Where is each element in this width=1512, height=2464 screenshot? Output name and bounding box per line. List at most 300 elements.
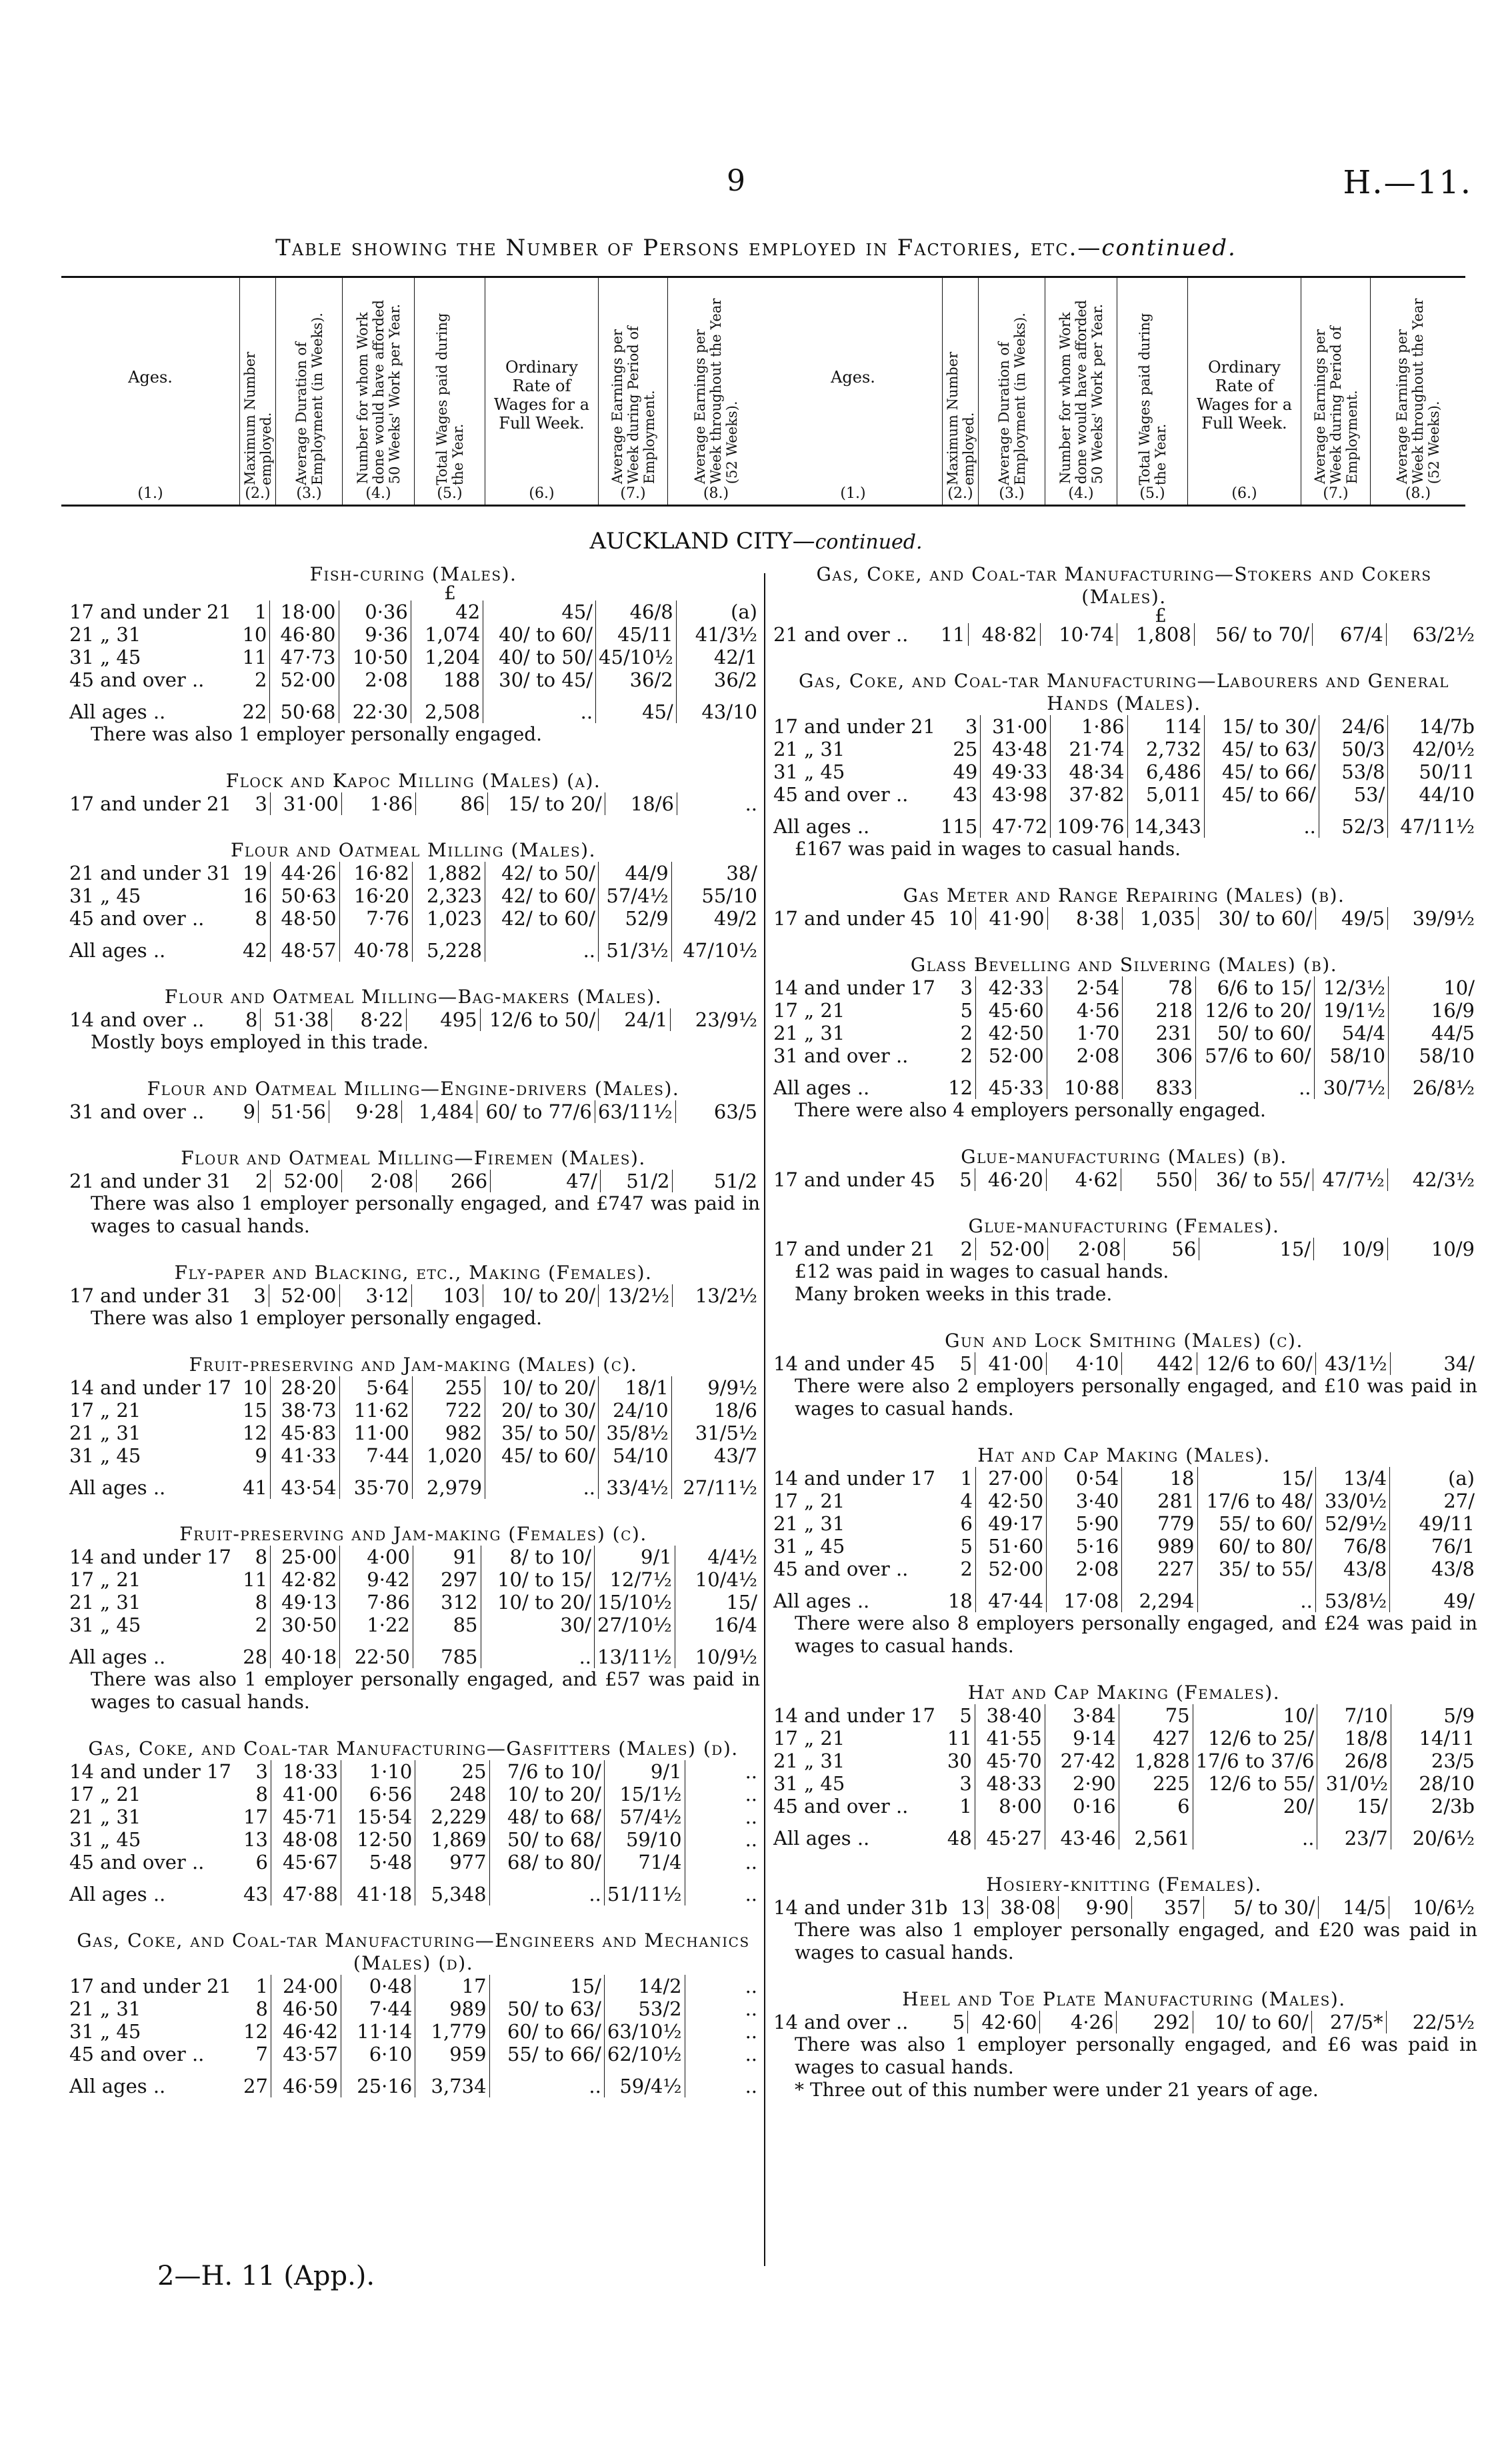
value-cell: 11·62 — [339, 1399, 412, 1422]
age-cell: 31 and over .. — [69, 1100, 205, 1123]
age-cell: 17 and under 31 — [69, 1284, 231, 1307]
value-cell: 50/ to 60/ — [1196, 1022, 1315, 1044]
age-cell: 31 „ 45 — [69, 2020, 141, 2043]
table-row — [67, 1997, 760, 2020]
value-cell: .. — [485, 930, 599, 962]
value-cell: 26/8½ — [1412, 1076, 1475, 1099]
value-cell: 45·83 — [270, 1422, 339, 1444]
age-cell: 31 „ 45 — [69, 884, 141, 907]
section-title: Flour and Oatmeal Milling—Firemen (Males). — [181, 1147, 646, 1169]
value-cell: 43·48 — [981, 738, 1051, 760]
value-cell: 51/2 — [600, 1170, 673, 1192]
table-row — [67, 1568, 760, 1591]
value-cell: 35/ to 55/ — [1197, 1558, 1315, 1580]
section-title: Gun and Lock Smithing (Males) (c). — [945, 1330, 1303, 1352]
value-cell: .. — [745, 1760, 757, 1783]
value-cell: 52·00 — [271, 1170, 342, 1192]
age-cell: 31 „ 45 — [69, 1828, 141, 1851]
value-cell: 42 — [234, 930, 270, 962]
table-row — [67, 601, 760, 623]
age-cell: 14 and over .. — [69, 1008, 205, 1031]
data-table — [771, 715, 1477, 838]
value-cell: 11·00 — [339, 1422, 412, 1444]
value-cell: 14/2 — [604, 1975, 685, 1997]
value-cell: 26/8 — [1317, 1750, 1391, 1772]
value-cell: 0·54 — [1047, 1467, 1122, 1490]
section-note: There was also 1 employer personally engaged, and £747 was paid in wages to casual hands. — [91, 1192, 760, 1237]
value-cell: 1,023 — [412, 907, 485, 930]
value-cell: 47·44 — [975, 1580, 1046, 1612]
table-section — [67, 1262, 760, 1330]
value-cell: 12/6 to 55/ — [1193, 1772, 1317, 1795]
column-header-left: Ages. (1.) Maximum Number employed. (2.) Average Duration of Employment (in Weeks). (3.) Number for whom Work done would have afforded 50 Weeks' Work per Year. (4.) Total Wages paid during the Year. (5.) Ordinary Rate of Wages for a Full Week. (6.) Average Earnings per Week during Period of Employment. (7.) Average Earnings per Week throughout the Year (52 Weeks). (8.) — [61, 276, 764, 507]
table-row — [771, 1352, 1477, 1375]
section-title: Gas, Coke, and Coal-tar Manufacturing—Engineers and Mechanics (Males) (d). — [77, 1929, 750, 1974]
value-cell: 18/6 — [713, 1399, 757, 1422]
value-cell: 6 — [234, 1851, 271, 1873]
value-cell: 22·30 — [339, 691, 411, 723]
value-cell: .. — [745, 2075, 757, 2097]
value-cell: 5/9 — [1443, 1704, 1475, 1727]
value-cell: 6·56 — [341, 1783, 415, 1806]
value-cell: 47/ — [491, 1170, 601, 1192]
section-title: Gas, Coke, and Coal-tar Manufacturing—Labourers and General Hands (Males). — [799, 670, 1449, 714]
value-cell: 22 — [234, 691, 270, 723]
table-row — [771, 715, 1477, 738]
value-cell: 8 — [224, 1008, 261, 1031]
value-cell: 989 — [1122, 1535, 1197, 1558]
value-cell: 48·50 — [270, 907, 339, 930]
value-cell: 68/ to 80/ — [489, 1851, 604, 1873]
data-table — [67, 792, 760, 815]
value-cell: 55/10 — [701, 884, 757, 907]
table-row — [771, 1772, 1477, 1795]
age-cell: 17 „ 21 — [69, 1568, 141, 1591]
value-cell: 3·40 — [1047, 1490, 1122, 1512]
data-table — [67, 1100, 760, 1123]
value-cell: 9 — [223, 1100, 259, 1123]
value-cell: 982 — [412, 1422, 485, 1444]
value-cell: 85 — [413, 1614, 481, 1636]
age-cell: All ages .. — [69, 1883, 166, 1905]
value-cell: 31/0½ — [1317, 1772, 1391, 1795]
value-cell: 23/5 — [1431, 1750, 1475, 1772]
value-cell: .. — [745, 2020, 757, 2043]
value-cell: 12 — [938, 1067, 976, 1099]
age-cell: 21 „ 31 — [773, 738, 845, 760]
value-cell: .. — [1204, 806, 1319, 838]
value-cell: 35/8½ — [599, 1422, 672, 1444]
value-cell: 60/ to 77/6 — [477, 1100, 595, 1123]
section-title: Hat and Cap Making (Males). — [977, 1444, 1271, 1466]
value-cell: 5·16 — [1047, 1535, 1122, 1558]
value-cell: 45·60 — [976, 999, 1047, 1022]
value-cell: 30/ to 60/ — [1198, 907, 1315, 930]
value-cell: 27 — [234, 2065, 271, 2097]
section-title: Fruit-preserving and Jam-making (Males) (c). — [189, 1354, 638, 1376]
value-cell: 23/7 — [1317, 1818, 1391, 1849]
value-cell: 218 — [1123, 999, 1196, 1022]
value-cell: 46/8 — [596, 601, 677, 623]
value-cell: 46·20 — [975, 1168, 1046, 1191]
value-cell: 76/8 — [1315, 1535, 1389, 1558]
total-row — [67, 1467, 760, 1499]
value-cell: 24/1 — [599, 1008, 671, 1031]
value-cell: 53/8½ — [1315, 1580, 1389, 1612]
table-section — [771, 954, 1477, 1122]
footer-reference: 2—H. 11 (App.). — [157, 2261, 375, 2291]
value-cell: 56 — [1124, 1238, 1199, 1260]
value-cell: 16/9 — [1431, 999, 1475, 1022]
value-cell: 35/ to 50/ — [485, 1422, 599, 1444]
age-cell: 17 and under 45 — [773, 1168, 935, 1191]
value-cell: 2/3b — [1431, 1795, 1475, 1818]
value-cell: 11·14 — [341, 2020, 415, 2043]
age-cell: 17 and under 21 — [69, 601, 231, 623]
value-cell: 8/ to 10/ — [481, 1546, 595, 1568]
value-cell: 41·33 — [270, 1444, 339, 1467]
table-row — [67, 1100, 760, 1123]
value-cell: 13/2½ — [599, 1284, 673, 1307]
value-cell: 266 — [417, 1170, 491, 1192]
age-cell: 17 „ 21 — [69, 1399, 141, 1422]
value-cell: 42/ to 60/ — [485, 884, 599, 907]
table-section — [771, 1146, 1477, 1191]
table-row — [67, 1284, 760, 1307]
value-cell: 67/4 — [1313, 623, 1387, 646]
section-note: £167 was paid in wages to casual hands. — [795, 838, 1181, 860]
value-cell: 43·54 — [270, 1467, 339, 1499]
value-cell: 43/10 — [701, 700, 757, 723]
table-row — [771, 1750, 1477, 1772]
value-cell: 46·80 — [270, 623, 339, 646]
table-row — [67, 646, 760, 668]
value-cell: 7/10 — [1317, 1704, 1391, 1727]
value-cell: 27/ — [1443, 1490, 1475, 1512]
table-row — [771, 1490, 1477, 1512]
value-cell: 114 — [1127, 715, 1204, 738]
table-section — [771, 1444, 1477, 1658]
value-cell: .. — [485, 1467, 599, 1499]
value-cell: 49·17 — [975, 1512, 1046, 1535]
value-cell: 15/1½ — [604, 1783, 685, 1806]
value-cell: 33/0½ — [1315, 1490, 1389, 1512]
value-cell: 2,508 — [411, 691, 483, 723]
data-table — [67, 1008, 760, 1031]
age-cell: 17 and under 21 — [773, 1238, 935, 1260]
table-row — [771, 783, 1477, 806]
value-cell: 50/3 — [1319, 738, 1388, 760]
column-header-right: Ages. (1.) Maximum Number employed. (2.) Average Duration of Employment (in Weeks). (3.) Number for whom Work done would have afforded 50 Weeks' Work per Year. (4.) Total Wages paid during the Year. (5.) Ordinary Rate of Wages for a Full Week. (6.) Average Earnings per Week during Period of Employment. (7.) Average Earnings per Week throughout the Year (52 Weeks). (8.) — [764, 276, 1465, 507]
value-cell: 42 — [411, 601, 483, 623]
value-cell: 42·82 — [271, 1568, 340, 1591]
value-cell: 2,323 — [412, 884, 485, 907]
value-cell: 4·10 — [1047, 1352, 1122, 1375]
value-cell: 6·10 — [341, 2043, 415, 2065]
value-cell: 13/4 — [1315, 1467, 1389, 1490]
value-cell: 43/8 — [1315, 1558, 1389, 1580]
value-cell: 50·63 — [270, 884, 339, 907]
value-cell: 36/2 — [713, 668, 757, 691]
value-cell: 25·00 — [271, 1546, 340, 1568]
value-cell: 0·36 — [339, 601, 411, 623]
value-cell: 17/6 to 37/6 — [1193, 1750, 1317, 1772]
value-cell: 57/4½ — [599, 884, 672, 907]
section-note: There were also 2 employers personally engaged, and £10 was paid in wages to casual hands. — [795, 1375, 1477, 1420]
value-cell: 30 — [938, 1750, 975, 1772]
table-row — [771, 907, 1477, 930]
value-cell: 28/10 — [1419, 1772, 1475, 1795]
value-cell: 55/ to 60/ — [1197, 1512, 1315, 1535]
value-cell: 63/2½ — [1412, 623, 1475, 646]
value-cell: 25 — [938, 738, 981, 760]
value-cell: 19 — [234, 862, 270, 884]
value-cell: 45/ to 60/ — [485, 1444, 599, 1467]
value-cell: 45/ — [483, 601, 596, 623]
table-row — [67, 1614, 760, 1636]
value-cell: 9·90 — [1059, 1896, 1132, 1919]
value-cell: 36/ to 55/ — [1195, 1168, 1313, 1191]
section-note: There was also 1 employer personally engaged. — [91, 723, 543, 745]
value-cell: 2 — [938, 1558, 975, 1580]
value-cell: 51/3½ — [599, 930, 672, 962]
value-cell: 50/ to 63/ — [489, 1997, 604, 2020]
age-cell: 21 and over .. — [773, 623, 909, 646]
value-cell: 24/10 — [599, 1399, 672, 1422]
section-title: Gas, Coke, and Coal-tar Manufacturing—Gasfitters (Males) (d). — [88, 1738, 739, 1760]
value-cell: 10 — [234, 623, 270, 646]
value-cell: 46·59 — [271, 2065, 341, 2097]
value-cell: 30/ to 45/ — [483, 668, 596, 691]
value-cell: 1 — [234, 601, 270, 623]
data-table — [67, 1760, 760, 1905]
data-table — [771, 1238, 1477, 1260]
age-cell: 31 „ 45 — [773, 1772, 845, 1795]
age-cell: 21 „ 31 — [773, 1022, 845, 1044]
table-row — [67, 884, 760, 907]
value-cell: 8 — [234, 1591, 271, 1614]
value-cell: 42·33 — [976, 976, 1047, 999]
value-cell: 3 — [234, 1760, 271, 1783]
value-cell: 31/5½ — [695, 1422, 757, 1444]
value-cell: 16·20 — [339, 884, 412, 907]
value-cell: 13 — [951, 1896, 988, 1919]
value-cell: 2 — [234, 1170, 271, 1192]
value-cell: 10/ to 15/ — [481, 1568, 595, 1591]
value-cell: 12/6 to 60/ — [1197, 1352, 1315, 1375]
right-column — [771, 563, 1477, 2125]
data-table — [67, 862, 760, 962]
value-cell: 12 — [234, 2020, 271, 2043]
value-cell: 18/1 — [599, 1376, 672, 1399]
age-cell: 45 and over .. — [773, 1795, 909, 1818]
age-cell: 31 „ 45 — [69, 1614, 141, 1636]
table-row — [67, 1399, 760, 1422]
value-cell: 785 — [413, 1636, 481, 1668]
value-cell: 2·08 — [1047, 1044, 1123, 1067]
value-cell: 9·14 — [1045, 1727, 1119, 1750]
section-title: Flour and Oatmeal Milling—Bag-makers (Males). — [164, 986, 663, 1008]
section-title: Fruit-preserving and Jam-making (Females) (c). — [179, 1523, 647, 1545]
value-cell: 15/ to 20/ — [488, 792, 605, 815]
value-cell: 6 — [938, 1512, 975, 1535]
value-cell: 8 — [234, 1546, 271, 1568]
table-row — [771, 1467, 1477, 1490]
value-cell: 43 — [234, 1873, 271, 1905]
value-cell: 49/5 — [1315, 907, 1388, 930]
total-row — [771, 1580, 1477, 1612]
value-cell: .. — [745, 792, 757, 815]
value-cell: 36/2 — [596, 668, 677, 691]
value-cell: 44/9 — [599, 862, 672, 884]
table-row — [771, 1704, 1477, 1727]
table-row — [67, 668, 760, 691]
section-note: * Three out of this number were under 21 years of age. — [795, 2079, 1319, 2101]
value-cell: 49/ — [1443, 1590, 1475, 1612]
value-cell: 42·50 — [975, 1490, 1046, 1512]
value-cell: .. — [745, 1828, 757, 1851]
age-cell: 45 and over .. — [69, 668, 205, 691]
age-cell: 14 and over .. — [773, 2011, 909, 2033]
value-cell: 49/2 — [713, 907, 757, 930]
section-title: Hosiery-knitting (Females). — [986, 1873, 1262, 1895]
value-cell: .. — [745, 1997, 757, 2020]
section-title: Flock and Kapoc Milling (Males) (a). — [225, 770, 601, 792]
value-cell: 54/10 — [599, 1444, 672, 1467]
age-cell: 45 and over .. — [69, 907, 205, 930]
value-cell: 53/2 — [604, 1997, 685, 2020]
value-cell: 11 — [929, 623, 968, 646]
value-cell: 15/ — [1199, 1238, 1314, 1260]
value-cell: 722 — [412, 1399, 485, 1422]
value-cell: 13 — [234, 1828, 271, 1851]
value-cell: 2 — [938, 1022, 976, 1044]
age-cell: All ages .. — [773, 1076, 870, 1099]
value-cell: 27/11½ — [683, 1476, 757, 1499]
value-cell: 38·73 — [270, 1399, 339, 1422]
value-cell: 255 — [412, 1376, 485, 1399]
value-cell: 45/10½ — [596, 646, 677, 668]
value-cell: 42/ to 50/ — [485, 862, 599, 884]
value-cell: 48·34 — [1051, 760, 1127, 783]
age-cell: 21 „ 31 — [69, 1997, 141, 2020]
value-cell: 45/ to 66/ — [1204, 760, 1319, 783]
age-cell: 14 and under 17 — [69, 1546, 231, 1568]
value-cell: .. — [1197, 1580, 1315, 1612]
value-cell: 78 — [1123, 976, 1196, 999]
value-cell: 52/3 — [1319, 806, 1388, 838]
value-cell: 306 — [1123, 1044, 1196, 1067]
value-cell: 51/11½ — [604, 1873, 685, 1905]
value-cell: 7·76 — [339, 907, 412, 930]
age-cell: 17 and under 45 — [773, 907, 935, 930]
value-cell: 442 — [1122, 1352, 1197, 1375]
table-row — [771, 1044, 1477, 1067]
value-cell: 833 — [1123, 1067, 1196, 1099]
age-cell: 17 and under 21 — [773, 715, 935, 738]
table-row — [67, 1828, 760, 1851]
value-cell: 6 — [1119, 1795, 1193, 1818]
value-cell: 10·88 — [1047, 1067, 1123, 1099]
value-cell: 2·08 — [1048, 1238, 1124, 1260]
table-row — [67, 1591, 760, 1614]
value-cell: 28·20 — [270, 1376, 339, 1399]
table-row — [67, 1376, 760, 1399]
value-cell: 43 — [938, 783, 981, 806]
value-cell: 989 — [415, 1997, 489, 2020]
value-cell: 30/7½ — [1314, 1067, 1389, 1099]
value-cell: 10/ — [1443, 976, 1475, 999]
data-table — [67, 1546, 760, 1668]
value-cell: 5/ to 30/ — [1204, 1896, 1318, 1919]
value-cell: 44/5 — [1431, 1022, 1475, 1044]
section-note: There was also 1 employer personally engaged. — [91, 1307, 543, 1329]
value-cell: 41/3½ — [695, 623, 757, 646]
value-cell: 2,294 — [1122, 1580, 1197, 1612]
total-row — [771, 1067, 1477, 1099]
left-column — [67, 563, 760, 2121]
value-cell: 38·40 — [975, 1704, 1045, 1727]
section-title: Gas Meter and Range Repairing (Males) (b). — [903, 884, 1345, 906]
total-row — [67, 1873, 760, 1905]
value-cell: 45/ to 63/ — [1204, 738, 1319, 760]
value-cell: 91 — [413, 1546, 481, 1568]
value-cell: 18·00 — [270, 601, 339, 623]
value-cell: 10/9½ — [695, 1646, 757, 1668]
value-cell: 7/6 to 10/ — [489, 1760, 604, 1783]
value-cell: 15/ to 30/ — [1204, 715, 1319, 738]
age-cell: 45 and over .. — [773, 1558, 909, 1580]
value-cell: 10/9 — [1431, 1238, 1475, 1260]
value-cell: 40/ to 50/ — [483, 646, 596, 668]
value-cell: 5 — [930, 2011, 968, 2033]
table-section — [67, 986, 760, 1054]
value-cell: 109·76 — [1051, 806, 1127, 838]
value-cell: 51·56 — [259, 1100, 329, 1123]
value-cell: 10/ to 20/ — [483, 1284, 598, 1307]
value-cell: 8 — [234, 1997, 271, 2020]
value-cell: 495 — [407, 1008, 481, 1031]
value-cell: 42·60 — [968, 2011, 1040, 2033]
value-cell: 43/1½ — [1315, 1352, 1390, 1375]
value-cell: 1,869 — [415, 1828, 489, 1851]
value-cell: 15/ — [489, 1975, 604, 1997]
age-cell: All ages .. — [773, 1590, 870, 1612]
value-cell: (a) — [731, 601, 757, 623]
value-cell: 45·71 — [271, 1806, 341, 1828]
value-cell: 49·33 — [981, 760, 1051, 783]
value-cell: 2 — [938, 1238, 976, 1260]
value-cell: 22/5½ — [1412, 2011, 1475, 2033]
table-row — [67, 1760, 760, 1783]
section-note: There were also 8 employers personally engaged, and £24 was paid in wages to casual hands. — [795, 1612, 1477, 1657]
value-cell: 37·82 — [1051, 783, 1127, 806]
age-cell: 31 „ 45 — [69, 646, 141, 668]
table-row — [771, 1558, 1477, 1580]
value-cell: 292 — [1117, 2011, 1193, 2033]
value-cell: 43·98 — [981, 783, 1051, 806]
age-cell: 45 and over .. — [773, 783, 909, 806]
value-cell: 21·74 — [1051, 738, 1127, 760]
value-cell: 7·44 — [341, 1997, 415, 2020]
table-section — [771, 884, 1477, 930]
value-cell: 63/10½ — [604, 2020, 685, 2043]
value-cell: 4·26 — [1040, 2011, 1117, 2033]
value-cell: 6/6 to 15/ — [1196, 976, 1315, 999]
table-row — [67, 1444, 760, 1467]
age-cell: 31 and over .. — [773, 1044, 909, 1067]
value-cell: 11 — [938, 1727, 975, 1750]
